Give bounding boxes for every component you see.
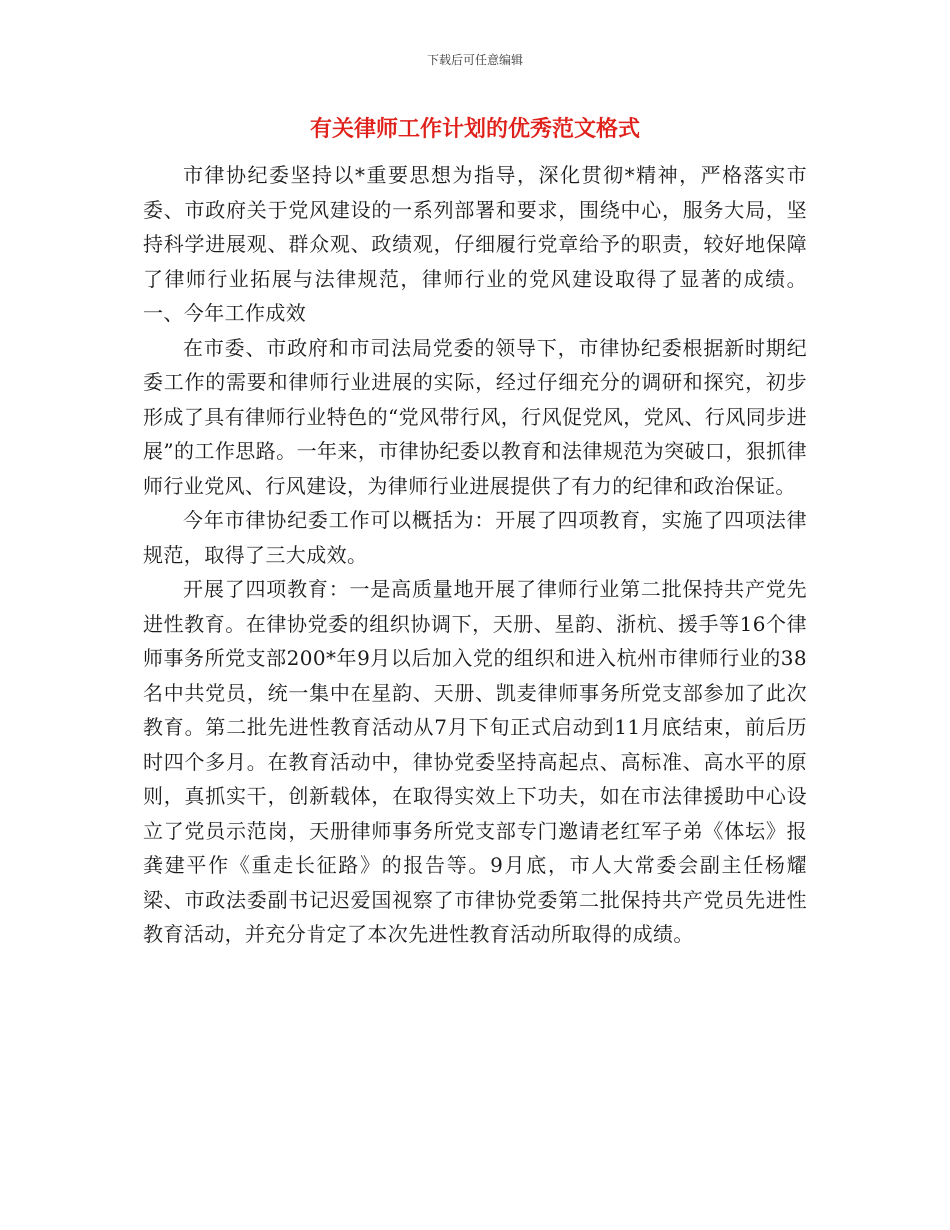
header-note: 下载后可任意编辑	[426, 53, 523, 67]
document-title: 有关律师工作计划的优秀范文格式	[309, 117, 640, 142]
paragraph-intro: 市律协纪委坚持以*重要思想为指导，深化贯彻*精神，严格落实市委、市政府关于党风建设的一系列部署和要求，围绕中心，服务大局，坚持科学进展观、群众观、政绩观，仔细履行党章给予的职责，较好地保障了律师行业拓展与法律规范，律师行业的党风建设取得了显著的成绩。 一、今年工作成效	[143, 163, 807, 325]
document-body	[143, 158, 807, 952]
paragraph-education: 开展了四项教育：一是高质量地开展了律师行业第二批保持共产党先进性教育。在律协党委的组织协调下，天册、星韵、浙杭、援手等16个律师事务所党支部200*年9月以后加入党的组织和进入杭州市律师行业的38名中共党员，统一集中在星韵、天册、凯麦律师事务所党支部参加了此次教育。第二批先进性教育活动从7月下旬正式启动到11月底结束，前后历时四个多月。在教育活动中，律协党委坚持高起点、高标准、高水平的原则，真抓实干，创新载体，在取得实效上下功夫，如在市法律援助中心设立了党员示范岗，天册律师事务所党支部专门邀请老红军子弟《体坛》报龚建平作《重走长征路》的报告等。9月底，市人大常委会副主任杨耀梁、市政法委副书记迟爱国视察了市律协党委第二批保持共产党员先进性教育活动，并充分肯定了本次先进性教育活动所取得的成绩。	[143, 577, 807, 946]
paragraph-summary: 今年市律协纪委工作可以概括为：开展了四项教育，实施了四项法律规范，取得了三大成效。	[143, 508, 807, 567]
paragraph-leadership: 在市委、市政府和市司法局党委的领导下，市律协纪委根据新时期纪委工作的需要和律师行业进展的实际，经过仔细充分的调研和探究，初步形成了具有律师行业特色的“党风带行风，行风促党风，党风、行风同步进展”的工作思路。一年来，市律协纪委以教育和法律规范为突破口，狠抓律师行业党风、行风建设，为律师行业进展提供了有力的纪律和政治保证。	[143, 335, 807, 498]
